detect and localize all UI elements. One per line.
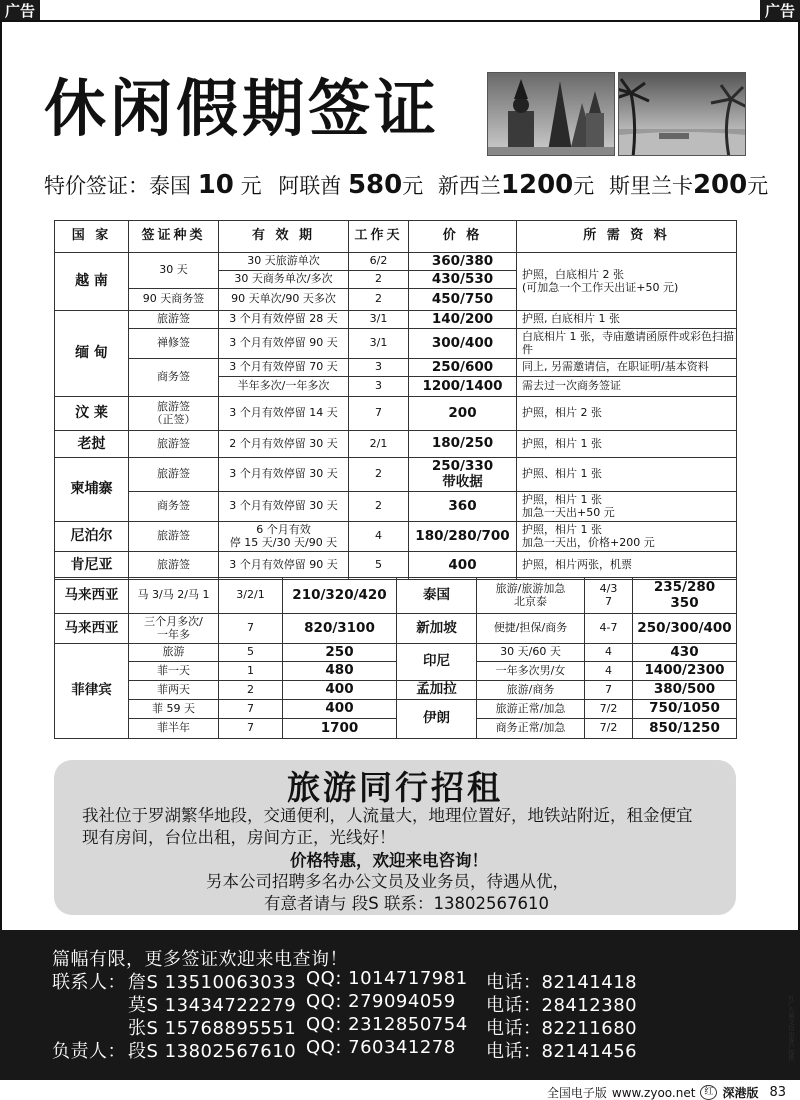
validity-cell: 3 个月有效停留 30 天 bbox=[219, 492, 349, 522]
workdays-cell: 7/2 bbox=[585, 719, 633, 739]
validity-cell: 30 天商务单次/多次 bbox=[219, 271, 349, 289]
type-cell: 马 3/马 2/马 1 bbox=[129, 578, 219, 614]
price-cell: 360 bbox=[409, 492, 517, 522]
workdays-cell: 2 bbox=[349, 492, 409, 522]
price-cell: 1700 bbox=[283, 719, 397, 739]
special-price: 200 bbox=[692, 170, 748, 200]
price-cell: 250/600 bbox=[409, 359, 517, 377]
promo-line: 另本公司招聘多名办公文员及业务员，待遇从优， bbox=[206, 872, 569, 891]
validity-cell: 3 个月有效停留 14 天 bbox=[219, 397, 349, 431]
type-cell: 旅游签 bbox=[129, 552, 219, 580]
workdays-cell: 2 bbox=[349, 271, 409, 289]
type-cell: 菲半年 bbox=[129, 719, 219, 739]
price-cell: 250/330 带收据 bbox=[409, 458, 517, 492]
price-cell: 235/280 350 bbox=[633, 578, 737, 614]
manager-label: 负责人： bbox=[52, 1041, 126, 1062]
page-number: 83 bbox=[769, 1085, 786, 1100]
country-cell: 越 南 bbox=[55, 253, 129, 311]
special-country: 新西兰 bbox=[437, 174, 501, 198]
validity-cell: 6 个月有效 停 15 天/30 天/90 天 bbox=[219, 522, 349, 552]
special-unit: 元 bbox=[573, 174, 595, 198]
workdays-cell: 1 bbox=[219, 662, 283, 681]
country-cell: 菲律宾 bbox=[55, 644, 129, 739]
country-cell: 肯尼亚 bbox=[55, 552, 129, 580]
type-cell: 菲一天 bbox=[129, 662, 219, 681]
promo-line: 我社位于罗湖繁华地段，交通便利，人流量大，地理位置好，地铁站附近，租金便宜 bbox=[82, 806, 693, 825]
price-cell: 180/250 bbox=[409, 431, 517, 458]
contact-qq: QQ: 760341278 bbox=[306, 1037, 456, 1058]
table-row bbox=[55, 359, 737, 377]
workdays-cell: 7 bbox=[219, 614, 283, 644]
price-cell: 430/530 bbox=[409, 271, 517, 289]
contact-qq: QQ: 2312850754 bbox=[306, 1014, 468, 1035]
requirements-cell: 同上, 另需邀请信，在职证明/基本资料 bbox=[517, 359, 737, 377]
workdays-cell: 2 bbox=[349, 289, 409, 311]
requirements-cell: 护照，相片两张，机票 bbox=[517, 552, 737, 580]
special-unit: 元 bbox=[747, 174, 769, 198]
requirements-cell: 护照，白底相片 2 张 (可加急一个工作天出证+50 元) bbox=[517, 253, 737, 311]
table-header-row bbox=[55, 221, 737, 253]
contact-phone: 13510063033 bbox=[164, 972, 297, 993]
requirements-cell: 需去过一次商务签证 bbox=[517, 377, 737, 397]
col-header: 签证种类 bbox=[129, 221, 219, 253]
top-rule bbox=[0, 20, 800, 22]
workdays-cell: 5 bbox=[219, 644, 283, 662]
validity-cell: 3 个月有效停留 30 天 bbox=[219, 458, 349, 492]
publication-logo-icon: 红 bbox=[700, 1085, 717, 1100]
price-cell: 480 bbox=[283, 662, 397, 681]
type-cell: 商务正常/加急 bbox=[477, 719, 585, 739]
special-unit: 元 bbox=[240, 174, 262, 198]
tropical-beach-photo bbox=[618, 72, 746, 156]
promo-title: 旅游同行招租 bbox=[287, 768, 503, 807]
validity-cell: 3 个月有效停留 28 天 bbox=[219, 311, 349, 329]
type-cell: 旅游签 bbox=[129, 431, 219, 458]
table-row bbox=[55, 253, 737, 271]
side-disclaimer: 红广告图文均由客户提供 bbox=[787, 995, 794, 1061]
table-row bbox=[55, 644, 737, 662]
table-row bbox=[55, 397, 737, 431]
workdays-cell: 4-7 bbox=[585, 614, 633, 644]
contact-name: 张S bbox=[128, 1018, 159, 1039]
contact-tel: 电话：82141418 bbox=[486, 972, 638, 993]
workdays-cell: 2 bbox=[219, 681, 283, 700]
table-row bbox=[55, 492, 737, 522]
workdays-cell: 7/2 bbox=[585, 700, 633, 719]
price-cell: 450/750 bbox=[409, 289, 517, 311]
workdays-cell: 4 bbox=[585, 662, 633, 681]
footer-intro: 篇幅有限，更多签证欢迎来电查询！ bbox=[52, 949, 348, 970]
special-country: 斯里兰卡 bbox=[608, 174, 693, 198]
price-cell: 140/200 bbox=[409, 311, 517, 329]
type-cell: 旅游签 （正签） bbox=[129, 397, 219, 431]
type-cell: 30 天 bbox=[129, 253, 219, 289]
price-cell: 850/1250 bbox=[633, 719, 737, 739]
ad-tag-right: 广告 bbox=[760, 0, 800, 22]
visa-price-table bbox=[54, 220, 737, 580]
price-cell: 1200/1400 bbox=[409, 377, 517, 397]
workdays-cell: 3/1 bbox=[349, 311, 409, 329]
validity-cell: 2 个月有效停留 30 天 bbox=[219, 431, 349, 458]
special-price: 10 bbox=[197, 170, 234, 200]
country-cell: 老挝 bbox=[55, 431, 129, 458]
price-cell: 200 bbox=[409, 397, 517, 431]
validity-cell: 3 个月有效停留 90 天 bbox=[219, 552, 349, 580]
promo-line: 价格特惠，欢迎来电咨询！ bbox=[290, 851, 488, 870]
type-cell: 旅游签 bbox=[129, 311, 219, 329]
table-row bbox=[55, 458, 737, 492]
visa-price-table-2 bbox=[54, 577, 737, 739]
workdays-cell: 4/3 7 bbox=[585, 578, 633, 614]
table-row bbox=[55, 522, 737, 552]
type-cell: 30 天/60 天 bbox=[477, 644, 585, 662]
site-url: www.zyoo.net bbox=[611, 1085, 696, 1100]
price-cell: 180/280/700 bbox=[409, 522, 517, 552]
special-price: 1200 bbox=[500, 170, 574, 200]
contact-footer bbox=[0, 930, 800, 1080]
requirements-cell: 护照、相片 1 张 bbox=[517, 458, 737, 492]
type-cell: 一年多次男/女 bbox=[477, 662, 585, 681]
validity-cell: 半年多次/一年多次 bbox=[219, 377, 349, 397]
price-cell: 430 bbox=[633, 644, 737, 662]
special-price-line bbox=[44, 170, 768, 200]
special-country: 泰国 bbox=[149, 174, 191, 198]
validity-cell: 3 个月有效停留 90 天 bbox=[219, 329, 349, 359]
contact-tel: 电话：82141456 bbox=[486, 1041, 638, 1062]
col-header: 有 效 期 bbox=[219, 221, 349, 253]
contact-name: 莫S bbox=[128, 995, 159, 1016]
type-cell: 旅游/旅游加急 北京泰 bbox=[477, 578, 585, 614]
col-header: 国 家 bbox=[55, 221, 129, 253]
price-cell: 250/300/400 bbox=[633, 614, 737, 644]
workdays-cell: 7 bbox=[585, 681, 633, 700]
promo-line: 现有房间，台位出租，房间方正，光线好！ bbox=[82, 828, 396, 847]
contact-tel: 电话：82211680 bbox=[486, 1018, 638, 1039]
table-row bbox=[55, 552, 737, 580]
workdays-cell: 7 bbox=[219, 719, 283, 739]
price-cell: 210/320/420 bbox=[283, 578, 397, 614]
contact-phone: 13434722279 bbox=[164, 995, 297, 1016]
type-cell: 菲 59 天 bbox=[129, 700, 219, 719]
special-price: 580 bbox=[347, 170, 403, 200]
workdays-cell: 7 bbox=[349, 397, 409, 431]
requirements-cell: 护照，相片 1 张 bbox=[517, 431, 737, 458]
contact-label: 联系人： bbox=[52, 972, 126, 993]
workdays-cell: 3 bbox=[349, 377, 409, 397]
table-row bbox=[55, 311, 737, 329]
country-cell: 伊朗 bbox=[397, 700, 477, 739]
price-cell: 250 bbox=[283, 644, 397, 662]
country-cell: 泰国 bbox=[397, 578, 477, 614]
workdays-cell: 2/1 bbox=[349, 431, 409, 458]
contact-qq: QQ: 1014717981 bbox=[306, 968, 468, 989]
col-header: 价 格 bbox=[409, 221, 517, 253]
table-row bbox=[55, 614, 737, 644]
country-cell: 缅 甸 bbox=[55, 311, 129, 397]
workdays-cell: 4 bbox=[585, 644, 633, 662]
country-cell: 柬埔寨 bbox=[55, 458, 129, 522]
price-cell: 400 bbox=[283, 681, 397, 700]
type-cell: 旅游签 bbox=[129, 458, 219, 492]
country-cell: 马来西亚 bbox=[55, 614, 129, 644]
page-title: 休闲假期签证 bbox=[44, 72, 441, 145]
workdays-cell: 3/1 bbox=[349, 329, 409, 359]
workdays-cell: 3 bbox=[349, 359, 409, 377]
special-unit: 元 bbox=[402, 174, 424, 198]
contact-qq: QQ: 279094059 bbox=[306, 991, 456, 1012]
ad-tag-left: 广告 bbox=[0, 0, 40, 22]
contact-name: 詹S bbox=[128, 972, 159, 993]
type-cell: 三个月多次/ 一年多 bbox=[129, 614, 219, 644]
price-cell: 360/380 bbox=[409, 253, 517, 271]
table-row bbox=[55, 578, 737, 614]
price-cell: 400 bbox=[283, 700, 397, 719]
price-cell: 380/500 bbox=[633, 681, 737, 700]
country-cell: 马来西亚 bbox=[55, 578, 129, 614]
page-footer bbox=[547, 1084, 786, 1100]
workdays-cell: 5 bbox=[349, 552, 409, 580]
type-cell: 禅修签 bbox=[129, 329, 219, 359]
type-cell: 旅游 bbox=[129, 644, 219, 662]
workdays-cell: 3/2/1 bbox=[219, 578, 283, 614]
contact-name: 段S bbox=[128, 1041, 159, 1062]
type-cell: 旅游/商务 bbox=[477, 681, 585, 700]
type-cell: 商务签 bbox=[129, 492, 219, 522]
temple-guardian-photo bbox=[487, 72, 615, 156]
table-row bbox=[55, 681, 737, 700]
contact-phone: 13802567610 bbox=[164, 1041, 297, 1062]
workdays-cell: 4 bbox=[349, 522, 409, 552]
table-row bbox=[55, 329, 737, 359]
type-cell: 旅游签 bbox=[129, 522, 219, 552]
price-cell: 750/1050 bbox=[633, 700, 737, 719]
requirements-cell: 护照，相片 1 张 加急一天出+50 元 bbox=[517, 492, 737, 522]
workdays-cell: 6/2 bbox=[349, 253, 409, 271]
table-row bbox=[55, 662, 737, 681]
left-border bbox=[0, 20, 2, 930]
promo-line: 有意者请与 段S 联系：13802567610 bbox=[264, 894, 549, 913]
workdays-cell: 2 bbox=[349, 458, 409, 492]
contact-person bbox=[128, 1037, 296, 1063]
validity-cell: 3 个月有效停留 70 天 bbox=[219, 359, 349, 377]
price-cell: 400 bbox=[409, 552, 517, 580]
workdays-cell: 7 bbox=[219, 700, 283, 719]
type-cell: 90 天商务签 bbox=[129, 289, 219, 311]
price-cell: 300/400 bbox=[409, 329, 517, 359]
table-row bbox=[55, 700, 737, 719]
table-row bbox=[55, 719, 737, 739]
requirements-cell: 护照，相片 2 张 bbox=[517, 397, 737, 431]
special-country: 阿联酋 bbox=[278, 174, 342, 198]
country-cell: 印尼 bbox=[397, 644, 477, 681]
price-cell: 820/3100 bbox=[283, 614, 397, 644]
country-cell: 孟加拉 bbox=[397, 681, 477, 700]
validity-cell: 90 天单次/90 天多次 bbox=[219, 289, 349, 311]
price-cell: 1400/2300 bbox=[633, 662, 737, 681]
contact-phone: 15768895551 bbox=[164, 1018, 297, 1039]
country-cell: 尼泊尔 bbox=[55, 522, 129, 552]
requirements-cell: 白底相片 1 张，寺庙邀请函原件或彩色扫描件 bbox=[517, 329, 737, 359]
type-cell: 旅游正常/加急 bbox=[477, 700, 585, 719]
rental-promo-box bbox=[54, 760, 736, 915]
col-header: 所 需 资 料 bbox=[517, 221, 737, 253]
requirements-cell: 护照，相片 1 张 加急一天出，价格+200 元 bbox=[517, 522, 737, 552]
type-cell: 菲两天 bbox=[129, 681, 219, 700]
table-row bbox=[55, 431, 737, 458]
type-cell: 商务签 bbox=[129, 359, 219, 397]
requirements-cell: 护照, 白底相片 1 张 bbox=[517, 311, 737, 329]
col-header: 工作天 bbox=[349, 221, 409, 253]
region-label: 深港版 bbox=[722, 1086, 759, 1100]
edition-label: 全国电子版 bbox=[546, 1086, 607, 1100]
type-cell: 便捷/担保/商务 bbox=[477, 614, 585, 644]
country-cell: 汶 莱 bbox=[55, 397, 129, 431]
validity-cell: 30 天旅游单次 bbox=[219, 253, 349, 271]
contact-tel: 电话：28412380 bbox=[486, 995, 638, 1016]
special-label: 特价签证： bbox=[44, 174, 149, 198]
country-cell: 新加坡 bbox=[397, 614, 477, 644]
